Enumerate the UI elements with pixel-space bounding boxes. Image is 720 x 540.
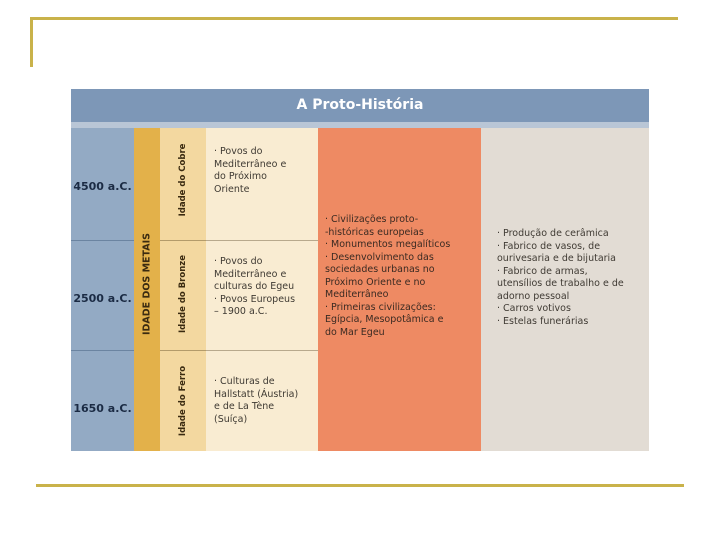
date-bronze: 2500 a.C. xyxy=(73,292,132,305)
table-header xyxy=(71,89,649,128)
peoples-column xyxy=(206,128,318,451)
peoples-divider xyxy=(206,350,318,351)
decorative-left-rule xyxy=(30,17,33,67)
civilizations-column xyxy=(318,128,481,451)
peoples-divider xyxy=(206,240,318,241)
date-iron: 1650 a.C. xyxy=(73,402,132,415)
period-divider xyxy=(160,240,206,241)
table-title: A Proto-História xyxy=(296,97,424,113)
date-divider xyxy=(71,240,134,241)
decorative-top-rule xyxy=(30,17,678,20)
period-iron: Idade do Ferro xyxy=(178,365,188,437)
proto-history-table xyxy=(71,89,649,451)
periods-column xyxy=(160,128,206,451)
metal-ages-label: IDADE DOS METAIS xyxy=(141,233,153,335)
civilizations-text: · Civilizações proto- -históricas europeias · Monumentos megalíticos · Desenvolvimento das sociedades urbanas no Próximo Oriente e no Mediterrâneo · Primeiras civilizações: Egípcia, Mesopotâmica e do Mar Egeu xyxy=(325,214,451,338)
decorative-bottom-rule xyxy=(36,484,684,487)
peoples-copper: · Povos do Mediterrâneo e do Próximo Oriente xyxy=(214,146,287,195)
dates-column xyxy=(71,128,134,451)
peoples-bronze: · Povos do Mediterrâneo e culturas do Egeu · Povos Europeus – 1900 a.C. xyxy=(214,256,296,317)
period-bronze: Idade do Bronze xyxy=(178,255,188,333)
date-copper: 4500 a.C. xyxy=(73,180,132,193)
productions-text: · Produção de cerâmica · Fabrico de vasos, de ourivesaria e de bijutaria · Fabrico de armas, utensílios de trabalho e de adorno pessoal · Carros votivos · Estelas funerárias xyxy=(497,228,624,327)
peoples-iron: · Culturas de Hallstatt (Áustria) e de La Tène (Suíça) xyxy=(214,376,299,425)
metal-ages-column xyxy=(134,128,160,451)
productions-column xyxy=(481,128,649,451)
period-divider xyxy=(160,350,206,351)
date-divider xyxy=(71,350,134,351)
period-copper: Idade do Cobre xyxy=(178,143,188,217)
